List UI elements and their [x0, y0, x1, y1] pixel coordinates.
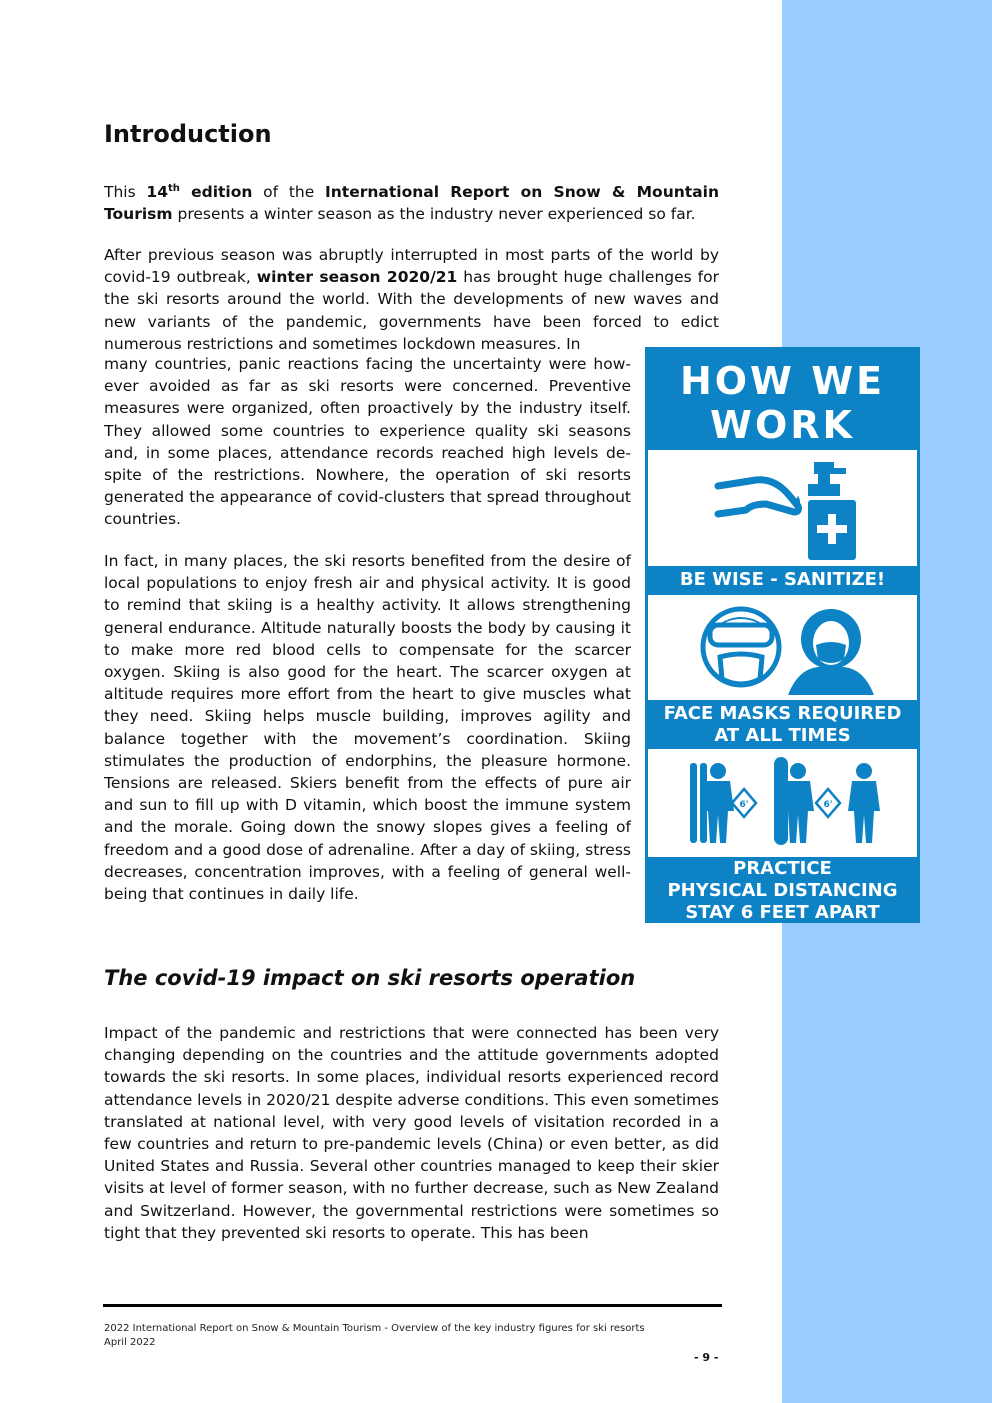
- page-title: Introduction: [104, 120, 272, 148]
- section-paragraph-1: Impact of the pandemic and restrictions that were connected has been very changing depending on the countries and the attitude governments adopted towards the ski resorts. In some places, individual resorts experienced record attendance levels in 2020/21 despite adverse conditions. This even sometimes translated at national level, with very good levels of visitation recorded in a few countries and return to pre-pandemic levels (China) or even better, as did United States and Russia. Several other countries managed to keep their skier visits at level of former season, with no further decrease, such as New Zealand and Switzerland. However, the governmental restrictions were sometimes so tight that they prevented ski resorts to operate. This has been: [104, 1024, 719, 1242]
- section-title: The covid-19 impact on ski resorts operation: [104, 966, 636, 990]
- intro-paragraph-1: This 14th edition of the International Report on Snow & Mountain Tourism presents a winter season as the industry never experienced so far.: [104, 183, 719, 224]
- sanitize-panel: [648, 450, 917, 566]
- intro-paragraph-2-continued: many countries, panic reactions facing the uncertainty were however avoided as far as ski resorts were concerned. Preventive measures were organized, often proactively by the industry itself. They allowed some countries to experience quality ski seasons and, in some places, attendance records reached high levels despite of the restrictions. Nowhere, the operation of ski resorts generated the appearance of covid-clusters that spread throughout countries.: [104, 355, 631, 529]
- sanitize-label: BE WISE - SANITIZE!: [679, 569, 886, 590]
- distance-marker-left: 6': [739, 800, 749, 810]
- how-we-work-poster: [645, 347, 920, 923]
- distance-marker-right: 6': [823, 800, 833, 810]
- page-number: - 9 -: [694, 1351, 719, 1364]
- footer-date: April 2022: [104, 1337, 156, 1348]
- masks-panel: [648, 595, 917, 700]
- physical-distancing-icon: [648, 749, 917, 857]
- face-mask-icon: [648, 595, 917, 700]
- hand-sanitizer-icon: [648, 450, 917, 566]
- intro-paragraph-2: After previous season was abruptly interrupted in most parts of the world by covid-19 outbreak, winter season 2020/21 has brought huge challenges for the ski resorts around the world. With the developments of new waves and new variants of the pandemic, governments have been forced to edict numerous restrictions and sometimes lockdown measures. In: [104, 246, 719, 353]
- distancing-panel: [648, 749, 917, 857]
- poster-heading: HOW WE WORK: [679, 359, 886, 447]
- masks-label: FACE MASKS REQUIRED AT ALL TIMES: [663, 703, 902, 746]
- footer-report-title: 2022 International Report on Snow & Mountain Tourism - Overview of the key industry figures for ski resorts: [104, 1323, 645, 1334]
- intro-paragraph-3: In fact, in many places, the ski resorts benefited from the desire of local populations to enjoy fresh air and physical activity. It is good to remind that skiing is a healthy activity. It allows strengthening general endurance. Altitude naturally boosts the body by causing it to make more red blood cells to compensate for the scarcer oxygen. Skiing is also good for the heart. The scarcer oxygen at altitude requires more effort from the heart to give muscles what they need. Skiing helps muscle building, improves agility and balance together with the movement’s coordination. Skiing stimulates the production of endorphins, the pleasure hormone. Tensions are released. Skiers benefit from the effects of pure air and sun to fill up with D vitamin, which boost the immune system and the morale. Going down the snowy slopes gives a feeling of freedom and a good dose of adrenaline. After a day of skiing, stress decreases, concentration improves, with a feeling of general well-being that continues in daily life.: [104, 552, 631, 904]
- distancing-label: PRACTICE PHYSICAL DISTANCING STAY 6 FEET APART: [667, 858, 898, 923]
- footer-rule: [103, 1304, 722, 1307]
